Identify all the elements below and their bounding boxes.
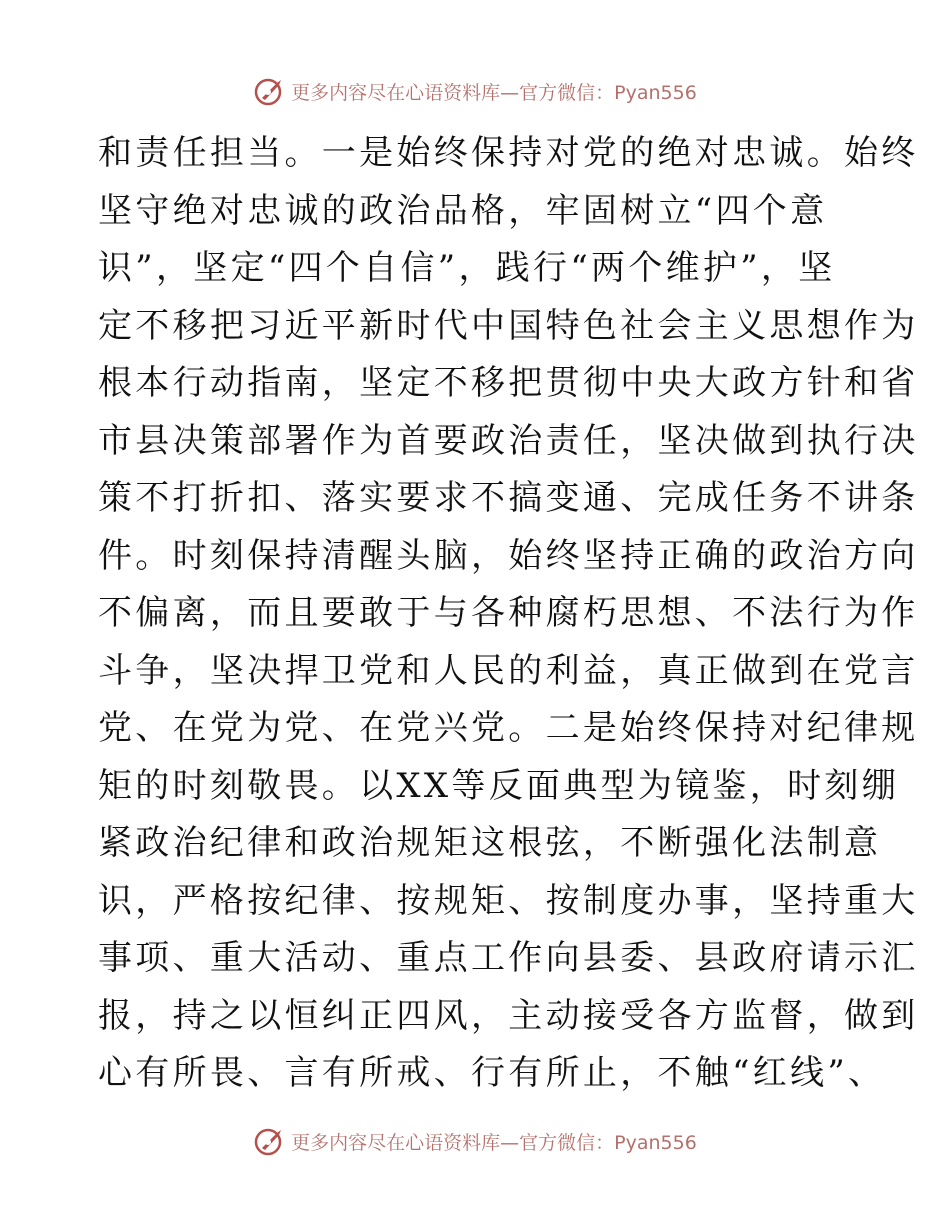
text-line: 党、在党为党、在党兴党。二是始终保持对纪律规: [98, 708, 919, 748]
text-line: 识，严格按纪律、按规矩、按制度办事，坚持重大: [98, 880, 919, 921]
text-line: 定不移把习近平新时代中国特色社会主义思想作为: [98, 305, 919, 346]
footer-watermark: [0, 1124, 950, 1158]
text-line: 矩的时刻敬畏。以XX等反面典型为镜鉴，时刻绷: [98, 765, 900, 806]
text-line: 件。时刻保持清醒头脑，始终坚持正确的政治方向: [98, 535, 919, 576]
watermark-text: 更多内容尽在心语资料库—官方微信：Pyan556: [291, 81, 697, 104]
text-line: 不偏离，而且要敢于与各种腐朽思想、不法行为作: [98, 593, 919, 633]
text-line: 和责任担当。一是始终保持对党的绝对忠诚。始终: [98, 133, 919, 173]
text-line: 市县决策部署作为首要政治责任，坚决做到执行决: [98, 420, 919, 461]
text-line: 紧政治纪律和政治规矩这根弦，不断强化法制意: [98, 823, 882, 863]
text-line: 事项、重大活动、重点工作向县委、县政府请示汇: [98, 938, 919, 978]
document-body: [98, 125, 919, 1103]
text-line: 心有所畏、言有所戒、行有所止，不触“红线”、: [98, 1053, 886, 1093]
text-line: 识”，坚定“四个自信”，践行“两个维护”，坚: [98, 248, 836, 288]
text-line: 斗争，坚决捍卫党和人民的利益，真正做到在党言: [98, 650, 919, 691]
watermark-text: 更多内容尽在心语资料库—官方微信：Pyan556: [291, 1131, 697, 1154]
pen-logo-icon: [253, 74, 287, 108]
text-line: 策不打折扣、落实要求不搞变通、完成任务不讲条: [98, 478, 919, 518]
text-line: 报，持之以恒纠正四风，主动接受各方监督，做到: [98, 995, 919, 1036]
header-watermark: [0, 74, 950, 108]
text-line: 坚守绝对忠诚的政治品格，牢固树立“四个意: [98, 190, 828, 231]
text-line: 根本行动指南，坚定不移把贯彻中央大政方针和省: [98, 363, 919, 403]
pen-logo-icon: [253, 1124, 287, 1158]
